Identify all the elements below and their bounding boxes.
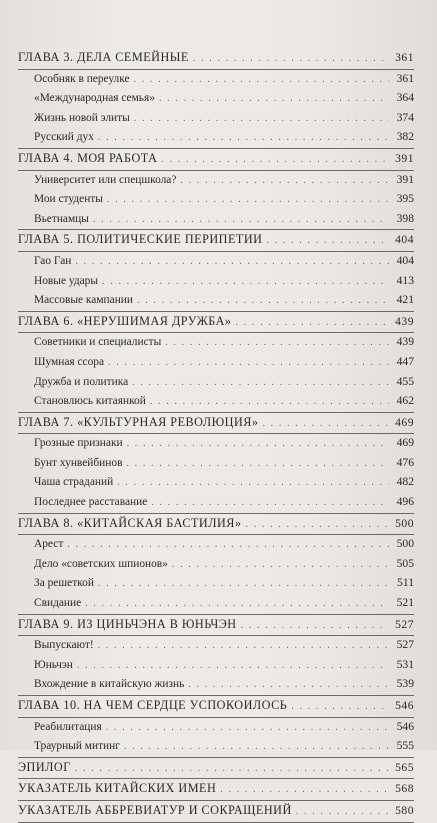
dot-leader <box>127 435 389 454</box>
toc-section-entry <box>18 373 414 393</box>
entry-page-number: 439 <box>396 335 414 349</box>
toc-chapter-entry <box>18 413 414 435</box>
toc-chapter-entry <box>18 801 414 823</box>
entry-title: Бунт хунвейбинов <box>34 456 123 469</box>
dot-leader <box>98 637 389 656</box>
entry-title: Вьетнамцы <box>34 212 89 225</box>
toc-chapter-entry <box>18 312 414 334</box>
entry-title: Вхождение в китайскую жизнь <box>34 678 185 691</box>
dot-leader <box>107 191 389 210</box>
dot-leader <box>188 676 389 695</box>
dot-leader <box>117 474 389 493</box>
entry-title: Грозные признаки <box>34 437 123 450</box>
toc-section-entry <box>18 353 414 373</box>
toc-section-entry <box>18 434 414 454</box>
dot-leader <box>150 393 389 412</box>
entry-title: Выпускают! <box>34 639 94 652</box>
toc-section-entry <box>18 454 414 474</box>
entry-page-number: 496 <box>396 495 414 509</box>
dot-leader <box>159 90 389 109</box>
dot-leader <box>137 292 389 311</box>
entry-page-number: 469 <box>396 436 414 450</box>
entry-title: Особняк в переулке <box>34 72 130 85</box>
entry-page-number: 455 <box>396 374 414 388</box>
toc-section-entry <box>18 392 414 413</box>
dot-leader <box>102 273 389 292</box>
entry-title: Становлюсь китаянкой <box>34 395 146 408</box>
dot-leader <box>165 334 389 353</box>
toc-section-entry <box>18 291 414 312</box>
entry-page-number: 404 <box>396 253 414 267</box>
dot-leader <box>262 415 389 434</box>
toc-section-entry <box>18 675 414 696</box>
toc-section-entry <box>18 473 414 493</box>
dot-leader <box>134 71 389 90</box>
toc-chapter-entry <box>18 696 414 718</box>
dot-leader <box>98 129 389 148</box>
dot-leader <box>77 657 389 676</box>
entry-title: Реабилитация <box>34 720 102 733</box>
toc-section-entry <box>18 190 414 210</box>
dot-leader <box>93 211 389 230</box>
entry-page-number: 364 <box>396 91 414 105</box>
dot-leader <box>106 719 389 738</box>
entry-title: ГЛАВА 7. «КУЛЬТУРНАЯ РЕВОЛЮЦИЯ» <box>18 414 259 429</box>
toc-chapter-entry <box>18 514 414 536</box>
entry-title: Траурный митинг <box>34 740 120 753</box>
toc-section-entry <box>18 555 414 575</box>
toc-chapter-entry <box>18 758 414 780</box>
entry-title: Последнее расставание <box>34 496 148 509</box>
toc-section-entry <box>18 656 414 676</box>
entry-title: ГЛАВА 4. МОЯ РАБОТА <box>18 150 158 165</box>
entry-page-number: 568 <box>395 782 414 796</box>
entry-title: ГЛАВА 9. ИЗ ЦИНЬЧЭНА В ЮНЬЧЭН <box>18 616 237 631</box>
entry-title: Шумная ссора <box>34 355 105 368</box>
entry-title: Дело «советских шпионов» <box>34 557 168 570</box>
entry-title: ГЛАВА 3. ДЕЛА СЕМЕЙНЫЕ <box>18 50 189 64</box>
toc-chapter-entry <box>18 149 414 171</box>
toc-section-entry <box>18 171 414 191</box>
toc-section-entry <box>18 89 414 109</box>
toc-section-entry <box>18 594 414 615</box>
entry-page-number: 546 <box>396 719 414 733</box>
dot-leader <box>85 595 389 614</box>
dot-leader <box>108 354 389 373</box>
dot-leader <box>266 232 389 251</box>
entry-page-number: 565 <box>395 760 414 774</box>
toc-section-entry <box>18 333 414 353</box>
toc-section-entry <box>18 636 414 656</box>
entry-page-number: 539 <box>396 677 414 691</box>
entry-title: Арест <box>34 538 64 551</box>
entry-title: Русский дух <box>34 131 94 144</box>
entry-title: Советники и специалисты <box>34 336 162 349</box>
toc-chapter-entry <box>18 230 414 252</box>
toc-section-entry <box>18 718 414 738</box>
dot-leader <box>291 698 389 717</box>
toc-section-entry <box>18 493 414 514</box>
entry-page-number: 469 <box>395 415 414 429</box>
entry-title: ГЛАВА 6. «НЕРУШИМАЯ ДРУЖБА» <box>18 313 232 328</box>
entry-page-number: 421 <box>396 293 414 307</box>
entry-title: УКАЗАТЕЛЬ КИТАЙСКИХ ИМЕН <box>18 781 217 796</box>
entry-page-number: 462 <box>396 394 414 408</box>
dot-leader <box>296 803 389 822</box>
entry-page-number: 439 <box>395 314 414 328</box>
entry-page-number: 361 <box>395 51 414 64</box>
entry-page-number: 476 <box>396 455 414 469</box>
toc-section-entry <box>18 109 414 129</box>
entry-title: Дружба и политика <box>34 375 129 388</box>
entry-page-number: 527 <box>396 638 414 652</box>
entry-page-number: 395 <box>396 192 414 206</box>
table-of-contents <box>18 48 414 823</box>
entry-page-number: 413 <box>396 273 414 287</box>
entry-title: Чаша страданий <box>34 476 114 489</box>
dot-leader <box>193 50 389 69</box>
dot-leader <box>75 253 389 272</box>
entry-page-number: 500 <box>396 537 414 551</box>
entry-page-number: 500 <box>395 516 414 530</box>
toc-section-entry <box>18 574 414 594</box>
toc-chapter-entry <box>18 48 414 70</box>
entry-title: УКАЗАТЕЛЬ АББРЕВИАТУР И СОКРАЩЕНИЙ <box>18 802 292 817</box>
dot-leader <box>180 172 389 191</box>
toc-section-entry <box>18 128 414 149</box>
entry-title: «Международная семья» <box>34 92 155 105</box>
toc-section-entry <box>18 210 414 231</box>
dot-leader <box>220 781 389 800</box>
entry-title: ГЛАВА 8. «КИТАЙСКАЯ БАСТИЛИЯ» <box>18 515 242 530</box>
toc-section-entry <box>18 252 414 272</box>
entry-page-number: 580 <box>395 803 414 817</box>
entry-page-number: 546 <box>395 699 414 712</box>
dot-leader <box>75 760 389 779</box>
dot-leader <box>134 110 389 129</box>
entry-page-number: 361 <box>396 71 414 85</box>
entry-page-number: 531 <box>396 657 414 671</box>
dot-leader <box>161 151 389 170</box>
dot-leader <box>151 494 389 513</box>
entry-title: ГЛАВА 10. НА ЧЕМ СЕРДЦЕ УСПОКОИЛОСЬ <box>18 698 288 712</box>
toc-section-entry <box>18 737 414 758</box>
entry-page-number: 447 <box>396 354 414 368</box>
dot-leader <box>236 314 389 333</box>
dot-leader <box>126 455 389 474</box>
entry-page-number: 505 <box>396 556 414 570</box>
entry-title: Новые удары <box>34 274 99 287</box>
dot-leader <box>124 738 389 757</box>
entry-title: Свидание <box>34 597 82 610</box>
entry-title: Массовые кампании <box>34 294 133 307</box>
entry-page-number: 382 <box>396 130 414 144</box>
entry-page-number: 482 <box>396 475 414 489</box>
entry-page-number: 391 <box>396 172 414 186</box>
toc-section-entry <box>18 70 414 90</box>
entry-page-number: 404 <box>395 233 414 247</box>
toc-chapter-entry <box>18 615 414 637</box>
entry-page-number: 555 <box>396 739 414 753</box>
entry-title: ГЛАВА 5. ПОЛИТИЧЕСКИЕ ПЕРИПЕТИИ <box>18 232 263 247</box>
dot-leader <box>98 575 389 594</box>
dot-leader <box>67 536 389 555</box>
entry-page-number: 391 <box>395 151 414 165</box>
entry-title: Мои студенты <box>34 193 103 206</box>
toc-section-entry <box>18 535 414 555</box>
dot-leader <box>241 617 389 636</box>
entry-page-number: 511 <box>397 576 414 590</box>
toc-section-entry <box>18 272 414 292</box>
dot-leader <box>172 556 389 575</box>
entry-title: Юньчэн <box>34 658 73 671</box>
entry-title: За решеткой <box>34 577 94 590</box>
entry-page-number: 521 <box>396 596 414 610</box>
entry-title: Гао Ган <box>34 254 72 267</box>
entry-page-number: 527 <box>395 617 414 631</box>
dot-leader <box>246 516 390 535</box>
entry-page-number: 398 <box>396 211 414 225</box>
toc-chapter-entry <box>18 779 414 801</box>
dot-leader <box>132 374 389 393</box>
entry-title: Университет или спецшкола? <box>34 173 177 186</box>
entry-page-number: 374 <box>396 110 414 124</box>
entry-title: ЭПИЛОГ <box>18 759 71 774</box>
entry-title: Жизнь новой элиты <box>34 111 130 124</box>
